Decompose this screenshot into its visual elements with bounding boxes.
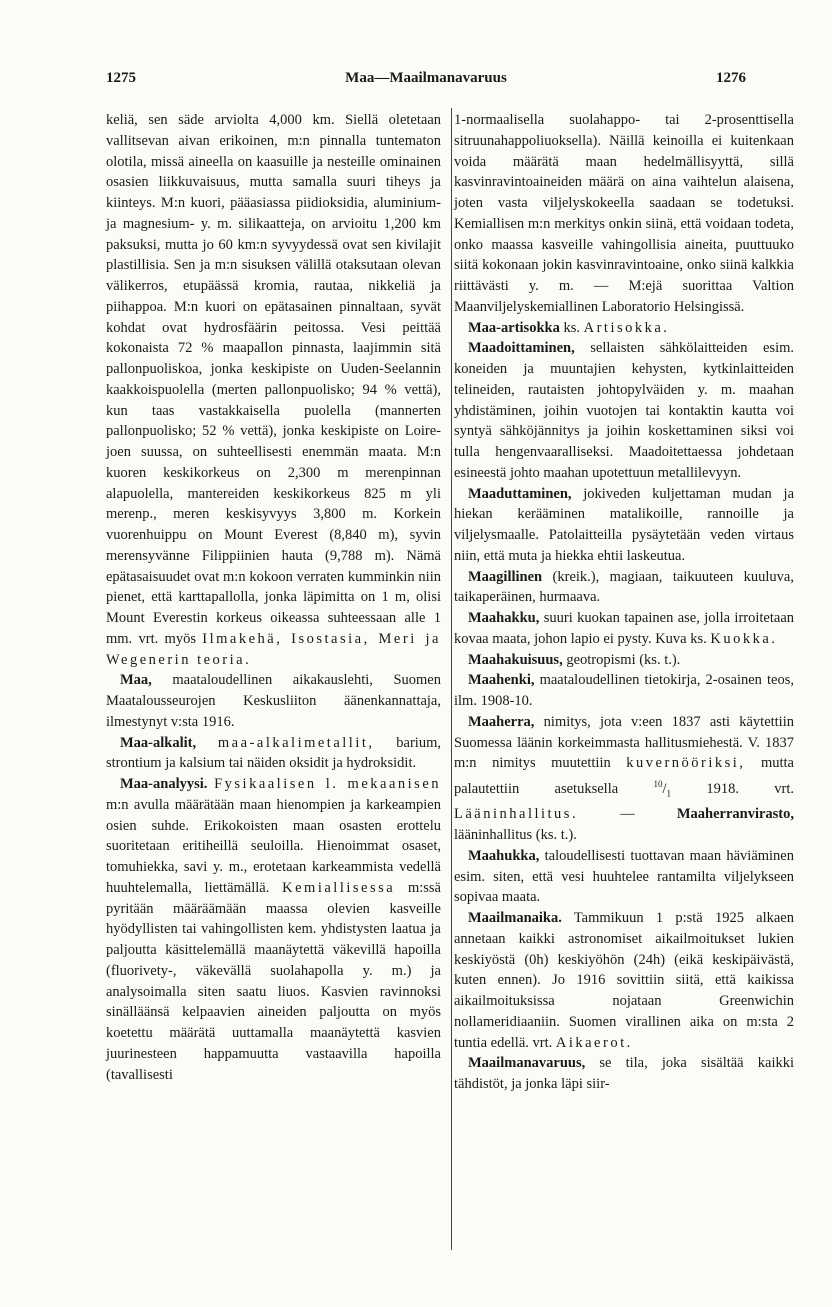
entry-text: geotropismi (ks. t.). [566,651,681,668]
entry-maa-analyysi [106,774,441,1085]
entry-maailmanaika [454,908,794,1053]
entry-text: barium, strontium ja kalsium tai näiden oksidit ja hydroksidit. [106,734,441,772]
right-column [454,110,794,1095]
spaced-term: kuvernööriksi, [626,755,746,772]
entry-maahenki [454,670,794,712]
entry-text: Tammikuun 1 p:stä 1925 alkaen annetaan kaikki astronomiset aikailmoitukset lukien keskiyöstä (0h) keskiyöhön (24h) (eikä keskipäivästä, kuten ennen). Jo 1916 sovittiin siitä, että kaikissa aikailmoituksissa nojataan Greenwichin nollameridiaaniin. Suomen virallinen aika on m:sta 2 tuntia edellä. vrt. [454,910,794,1051]
entry-text: lääninhallitus (ks. t.). [454,827,577,844]
entry-text: m:ssä pyritään määräämään maassa olevien kasveille hyödyllisten tai vahingollisten kem. yhdistysten laatua ja paljoutta käsittelemällä maanäytettä väkevillä hapoilla (fluorivety-, väkevällä suolahapolla y. m.) ja analysoimalla siten saatu liuos. Kasvien ravinnoksi sinälläänsä kelpaavien aineiden paljoutta on myös koetettu määrätä uuttamalla maanäytettä kasvien juurinesteen happamuutta vastaavilla hapoilla (tavallisesti [106,879,441,1083]
entry-maailmanavaruus [454,1053,794,1095]
page-number-left: 1275 [106,70,136,86]
entry-headword: Maahakuisuus, [468,651,563,668]
entry-text: sellaisten sähkölaitteiden esim. koneiden ja muuntajien kehysten, kytkinlaitteiden telineiden, rautaisten johtopylväiden y. m. maahan yhdistäminen, joihin vuotojen tai kontaktin kautta voi syntyä sähköjännitys ja joihin koskettaminen siksi voi tulla hengenvaaralliseksi. Maadoitettaessa johdetaan esineestä johto maahan upotettuun metallilevyyn. [454,340,795,481]
cross-reference: Aikaerot. [555,1034,633,1051]
spaced-term: maa-alkalimetallit, [217,734,375,751]
entry-text: jokiveden kuljettaman mudan ja hiekan kerääminen matalikoille, rannoille ja viljelysmaalle. Patolaitteilla pysäytetään veden virtaus niin, että muta ja hiekka ehtii laskeutua. [454,485,795,564]
page-header [106,70,746,94]
entry-text: 1918. vrt. [706,780,795,797]
entry-text: (kreik.), magiaan, taikuuteen kuuluva, taikaperäinen, hurmaava. [454,568,794,606]
entry-text: taloudellisesti tuottavan maan häviäminen esim. siten, että vesi huuhtelee rantamilta viljelykseen sopivaa maata. [454,847,794,906]
date-fraction-denominator: 1 [666,788,672,799]
entry-maahakku [454,608,794,650]
entry-maadoittaminen [454,338,794,483]
entry-maa [106,670,441,732]
cross-reference: Lääninhallitus. [454,806,579,823]
entry-maaherra: Maaherra, nimitys, jota v:een 1837 asti käytettiin Suomessa läänin korkeimmasta hallitusmiehestä. V. 1837 m:n nimitys muutettiin kuvernööriksi, mutta palautettiin asetuksella $^{10}/_1$ 1918. vrt. Lääninhallitus. — Maaherranvirasto, lääninhallitus (ks. t.). [454,713,795,844]
page-number-right: 1276 [716,70,746,86]
entry-headword: Maa-alkalit, [120,734,197,751]
entry-headword: Maailmanavaruus, [468,1055,586,1072]
entry-headword: Maahenki, [468,672,535,689]
entry-text: se tila, joka sisältää kaikki tähdistöt, ja jonka läpi siir- [454,1055,794,1093]
date-fraction-numerator: 10 [653,779,663,789]
entry-headword: Maahukka, [468,847,540,864]
spaced-term: Fysikaalisen l. mekaanisen [214,776,442,792]
entry-text: suuri kuokan tapainen ase, jolla irroitetaan kovaa maata, johon lapio ei pysty. Kuva ks. [454,610,795,647]
entry-headword: Maa-artisokka [468,319,560,336]
entry-headword: Maaduttaminen, [468,485,572,502]
spaced-term: Kemiallisessa [282,879,396,896]
paragraph-text: keliä, sen säde arviolta 4,000 km. Siellä oletetaan vallitsevan aivan erikoinen, m:n pinnalla tuntematon olotila, missä aineella on kaasuille ja nesteille ominainen osasien liikkuvaisuus, mutta samalla suuri tiheys ja kiinteys. M:n kuori, pääasiassa piidioksidia, aluminium- ja magnesium- y. m. silikaatteja, on arvioitu 1,200 km paksuksi, mutta jo 60 km:n syvyydessä ovat sen kivilajit plastillisia. Sen ja m:n sisuksen välillä otaksutaan olevan välikerros, etupäässä kromia, rautaa, nikkeliä ja piihappoa. M:n kuori on epätasainen pinnaltaan, syvät kohdat ovat hydrosfäärin peitossa. Vesi peittää kokonaista 72 % maapallon pinnasta, laajimmin sitä pallonpuoliskoa, jonka keskipiste on Uuden-Seelannin kaakkoispuolella (merten pallonpuolisko; 94 % vettä), kun taas vastakkaisella puolella (mannerten pallonpuolisko; 52 % vettä), jonka keskipiste on Loire-joen suussa, on suhteellisesti enemmän maata. M:n kuoren keskikorkeus on 2,300 m merenpinnan alapuolella, mantereiden keskikorkeus 825 m yli merenp., meren keskisyvyys 3,800 m. Korkein vuorenhuippu on Mount Everest (8,840 m), syvin merensyvänne Filippiinien hauta (9,788 m). Nämä epätasaisuudet ovat m:n kokoon verraten kumminkin niin pienet, että karttapallolla, jonka läpimitta on 1 m, olisi Mount Everestin korkeus oikeassa suhteessaan alle 1 mm. vrt. myös [106,112,441,647]
entry-text: maataloudellinen aikakauslehti, Suomen Maatalousseurojen Keskusliiton äänenkannattaja, ilmestynyt v:sta 1916. [106,672,441,730]
entry-text: m:n avulla määrätään maan hienompien ja karkeampien osien suhde. Erikokoisten maan osasten erottelu suoritetaan eritiheillä seuloilla. Hienoimmat osaset, tomuhiekka, savi y. m., erotetaan karkeammista vedellä huuhtelemalla, liettämällä. [106,796,441,896]
left-column [106,110,441,1085]
entry-headword: Maahakku, [468,610,540,626]
entry-headword: Maaherranvirasto, [676,806,795,823]
entry-headword: Maa, [120,672,152,689]
cross-reference: Kuokka. [710,630,778,647]
entry-headword: Maagillinen [468,568,543,585]
entry-text: nimitys, jota v:een 1837 asti käytettiin Suomessa läänin korkeimmasta hallitusmiehestä. V. 1837 m:n nimitys muutettiin [454,713,794,772]
entry-text: — [620,806,635,823]
entry-maahakuisuus [454,650,794,671]
entry-maa-artisokka [454,318,794,339]
column-divider [451,108,452,1250]
entry-headword: Maailmanaika. [468,910,562,927]
entry-maaduttaminen [454,484,794,567]
paragraph-text: 1-normaalisella suolahappo- tai 2-prosenttisella sitruunahappoliuoksella). Näillä keinoilla ei kuitenkaan voida määrätä maan hedelmällisyyttä, sillä kasvinravintoaineiden määrä on aina vaihtelun alaisena, joten vasta viljelyskokeella saadaan se todetuksi. Kemiallisen m:n merkitys onkin siinä, että voidaan todeta, onko maassa kasveille vahingollisia aineita, puuttuuko siitä kokonaan jokin kasvinravintoaine, onko siinä kalkkia riittävästi y. m. — M:ejä suorittaa Valtion Maanviljelyskemiallinen Laboratorio Helsingissä. [454,112,794,315]
entry-headword: Maaherra, [468,713,535,730]
cross-reference: Ilmakehä, Isostasia, Meri ja Wegenerin teoria. [106,630,441,668]
entry-text: mutta palautettiin asetuksella [454,755,794,797]
entry-maahukka [454,846,794,908]
entry-maagillinen [454,567,794,609]
entry-text: maataloudellinen tietokirja, 2-osainen teos, ilm. 1908-10. [454,672,794,709]
entry-headword: Maa-analyysi. [120,776,208,792]
continued-paragraph [454,110,794,318]
entry-text: ks. [563,319,580,336]
cross-reference: Artisokka. [583,319,670,336]
running-title: Maa—Maailmanavaruus [345,70,507,86]
entry-headword: Maadoittaminen, [468,340,575,357]
entry-maa-alkalit [106,733,441,775]
continued-paragraph [106,110,441,670]
